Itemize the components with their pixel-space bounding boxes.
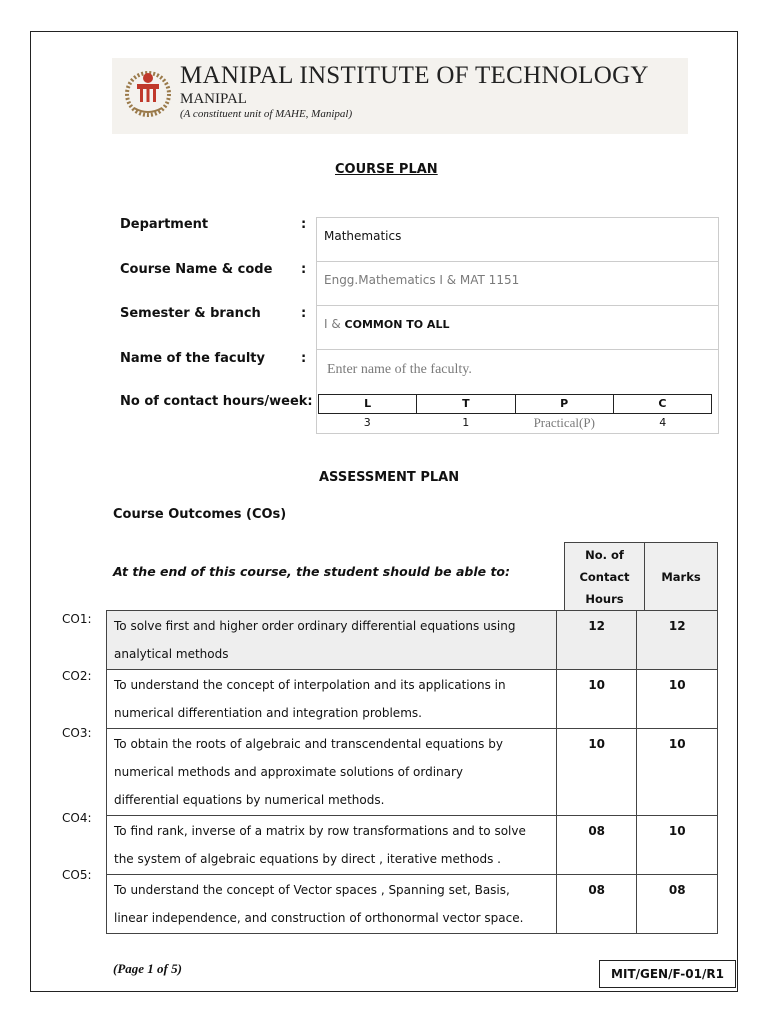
faculty-row[interactable] <box>317 350 718 394</box>
ltpc-header-cell: C <box>658 397 667 410</box>
mit-emblem-logo <box>122 64 174 124</box>
outcome-hours: 10 <box>556 670 637 729</box>
outcome-description: To solve first and higher order ordinary differential equations using analytical methods <box>107 611 557 670</box>
co-id: CO2: <box>62 669 92 683</box>
semester-prefix: I & <box>324 317 341 331</box>
ltpc-value: Practical(P) <box>533 415 595 430</box>
form-code-badge: MIT/GEN/F-01/R1 <box>599 960 736 988</box>
table-row <box>107 875 718 934</box>
ltpc-value: 1 <box>462 416 470 429</box>
co-id: CO1: <box>62 612 92 626</box>
colon: : <box>301 262 307 277</box>
marks-header: Marks <box>661 569 701 584</box>
ltpc-value: 3 <box>363 416 371 429</box>
table-row <box>107 611 718 670</box>
course-name-value: Engg.Mathematics I & MAT 1151 <box>324 273 520 287</box>
outcome-hours: 12 <box>556 611 637 670</box>
institute-header <box>112 58 688 134</box>
department-label: Department <box>120 217 209 232</box>
course-outcomes-title: Course Outcomes (COs) <box>113 507 287 522</box>
colon: : <box>301 351 307 366</box>
course-name-row <box>317 262 718 306</box>
table-row <box>107 816 718 875</box>
outcome-description: To obtain the roots of algebraic and transcendental equations by numerical methods and approximate solutions of ordinary differential equations by numerical methods. <box>107 729 557 816</box>
course-plan-title: COURSE PLAN <box>335 162 438 177</box>
table-row <box>107 729 718 816</box>
outcomes-intro: At the end of this course, the student should be able to: <box>113 564 511 579</box>
outcome-marks: 10 <box>637 729 718 816</box>
outcomes-table <box>106 610 718 934</box>
outcome-hours: 08 <box>556 875 637 934</box>
semester-row <box>317 306 718 350</box>
faculty-name-field[interactable]: Enter name of the faculty. <box>327 362 472 377</box>
contact-hours-label: No of contact hours/week: <box>120 394 313 409</box>
colon: : <box>301 217 307 232</box>
page-number: (Page 1 of 5) <box>113 961 182 976</box>
outcome-marks: 10 <box>637 670 718 729</box>
outcome-marks: 08 <box>637 875 718 934</box>
colon: : <box>301 306 307 321</box>
faculty-label: Name of the faculty <box>120 351 265 366</box>
institute-city: MANIPAL <box>180 91 247 107</box>
outcome-description: To understand the concept of Vector spaces , Spanning set, Basis, linear independence, and construction of orthonormal vector space. <box>107 875 557 934</box>
department-row <box>317 218 718 262</box>
ltpc-header-cell: T <box>417 395 515 413</box>
outcome-hours: 08 <box>556 816 637 875</box>
department-value: Mathematics <box>324 229 402 243</box>
outcome-marks: 12 <box>637 611 718 670</box>
course-name-label: Course Name & code <box>120 262 273 277</box>
outcome-description: To understand the concept of interpolation and its applications in numerical differentiation and integration problems. <box>107 670 557 729</box>
institute-name: MANIPAL INSTITUTE OF TECHNOLOGY <box>180 62 649 89</box>
ltpc-header-cell: L <box>319 395 417 413</box>
semester-label: Semester & branch <box>120 306 261 321</box>
co-id: CO3: <box>62 726 92 740</box>
co-id: CO4: <box>62 811 92 825</box>
assessment-plan-title: ASSESSMENT PLAN <box>319 470 460 485</box>
outcome-hours: 10 <box>556 729 637 816</box>
contact-hours-header: No. of Contact Hours <box>565 543 645 610</box>
ltpc-header-cell: P <box>516 395 614 413</box>
institute-subtitle: (A constituent unit of MAHE, Manipal) <box>180 108 353 120</box>
ltpc-values <box>318 415 712 431</box>
table-row <box>107 670 718 729</box>
co-id: CO5: <box>62 868 92 882</box>
semester-value: COMMON TO ALL <box>344 318 450 331</box>
ltpc-value: 4 <box>659 416 667 429</box>
outcome-marks: 10 <box>637 816 718 875</box>
outcomes-table-header <box>564 542 718 611</box>
ltpc-header <box>318 394 712 414</box>
outcome-description: To find rank, inverse of a matrix by row transformations and to solve the system of algebraic equations by direct , iterative methods . <box>107 816 557 875</box>
